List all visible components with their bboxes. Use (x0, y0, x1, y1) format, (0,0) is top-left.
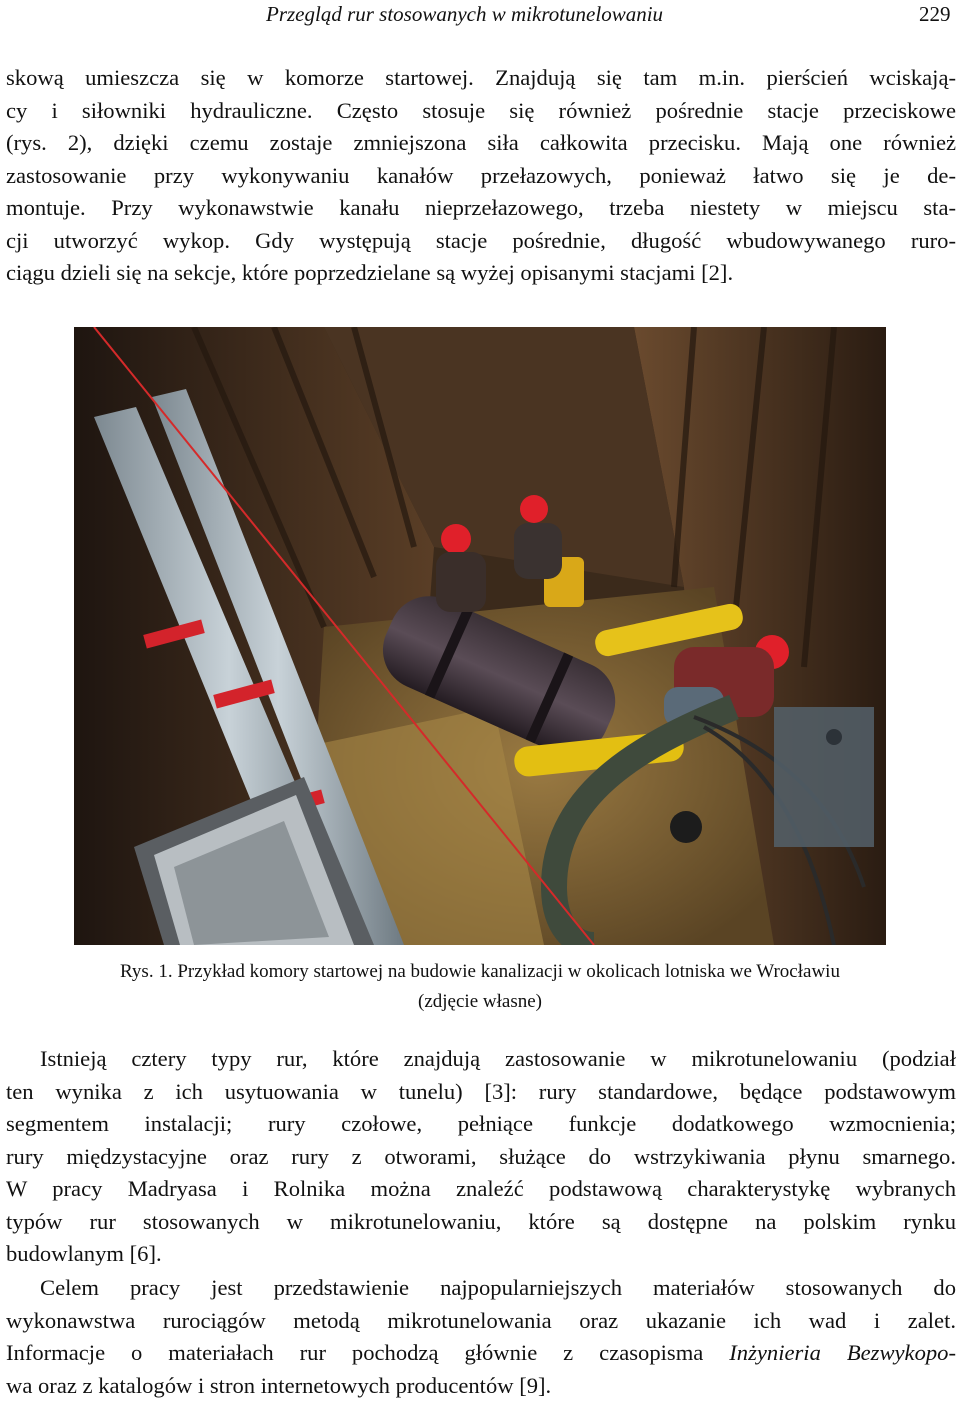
text-line: typów rur stosowanych w mikrotunelowaniu, które są dostępne na polskim rynku (6, 1206, 956, 1239)
journal-title: Inżynieria Bezwykopo (729, 1340, 948, 1365)
text-line (6, 1337, 956, 1370)
figure-caption: Rys. 1. Przykład komory startowej na budowie kanalizacji w okolicach lotniska we Wrocławiu (0, 957, 960, 987)
text-line: Istnieją cztery typy rur, które znajdują zastosowanie w mikrotunelowaniu (podział (6, 1043, 956, 1076)
text-line: wykonawstwa rurociągów metodą mikrotunelowania oraz ukazanie ich wad i zalet. (6, 1305, 956, 1338)
paragraph-intro (6, 62, 956, 290)
running-title: Przegląd rur stosowanych w mikrotunelowaniu (266, 2, 663, 27)
page-header (0, 2, 960, 30)
text-line: ciągu dzieli się na sekcje, które poprzedzielane są wyżej opisanymi stacjami [2]. (6, 257, 956, 290)
text-line: wa oraz z katalogów i stron internetowych producentów [9]. (6, 1370, 956, 1402)
text-line: W pracy Madryasa i Rolnika można znaleźć podstawową charakterystykę wybranych (6, 1173, 956, 1206)
text-line: skową umieszcza się w komorze startowej. Znajdują się tam m.in. pierścień wciskają- (6, 62, 956, 95)
text-line: montuje. Przy wykonawstwie kanału nieprzełazowego, trzeba niestety w miejscu sta- (6, 192, 956, 225)
text-line: ten wynika z ich usytuowania w tunelu) [3]: rury standardowe, będące podstawowym (6, 1076, 956, 1109)
text-line: budowlanym [6]. (6, 1238, 956, 1271)
text-line: Celem pracy jest przedstawienie najpopularniejszych materiałów stosowanych do (6, 1272, 956, 1305)
paragraph-aim (6, 1272, 956, 1402)
figure-caption-source: (zdjęcie własne) (0, 987, 960, 1017)
paragraph-pipe-types (6, 1043, 956, 1271)
text-line: cji utworzyć wykop. Gdy występują stacje pośrednie, długość wbudowywanego ruro- (6, 225, 956, 258)
text-line: cy i siłowniki hydrauliczne. Często stosuje się również pośrednie stacje przeciskowe (6, 95, 956, 128)
text-line: (rys. 2), dzięki czemu zostaje zmniejszona siła całkowita przecisku. Mają one również (6, 127, 956, 160)
figure-photo-launch-shaft (74, 327, 886, 945)
text-segment: - (948, 1340, 956, 1365)
text-segment: Informacje o materiałach rur pochodzą głównie z czasopisma (6, 1340, 729, 1365)
text-line: rury międzystacyjne oraz rury z otworami, służące do wstrzykiwania płynu smarnego. (6, 1141, 956, 1174)
text-line: zastosowanie przy wykonywaniu kanałów przełazowych, ponieważ łatwo się je de- (6, 160, 956, 193)
text-line: segmentem instalacji; rury czołowe, pełniące funkcje dodatkowego wzmocnienia; (6, 1108, 956, 1141)
page-number: 229 (919, 2, 951, 27)
